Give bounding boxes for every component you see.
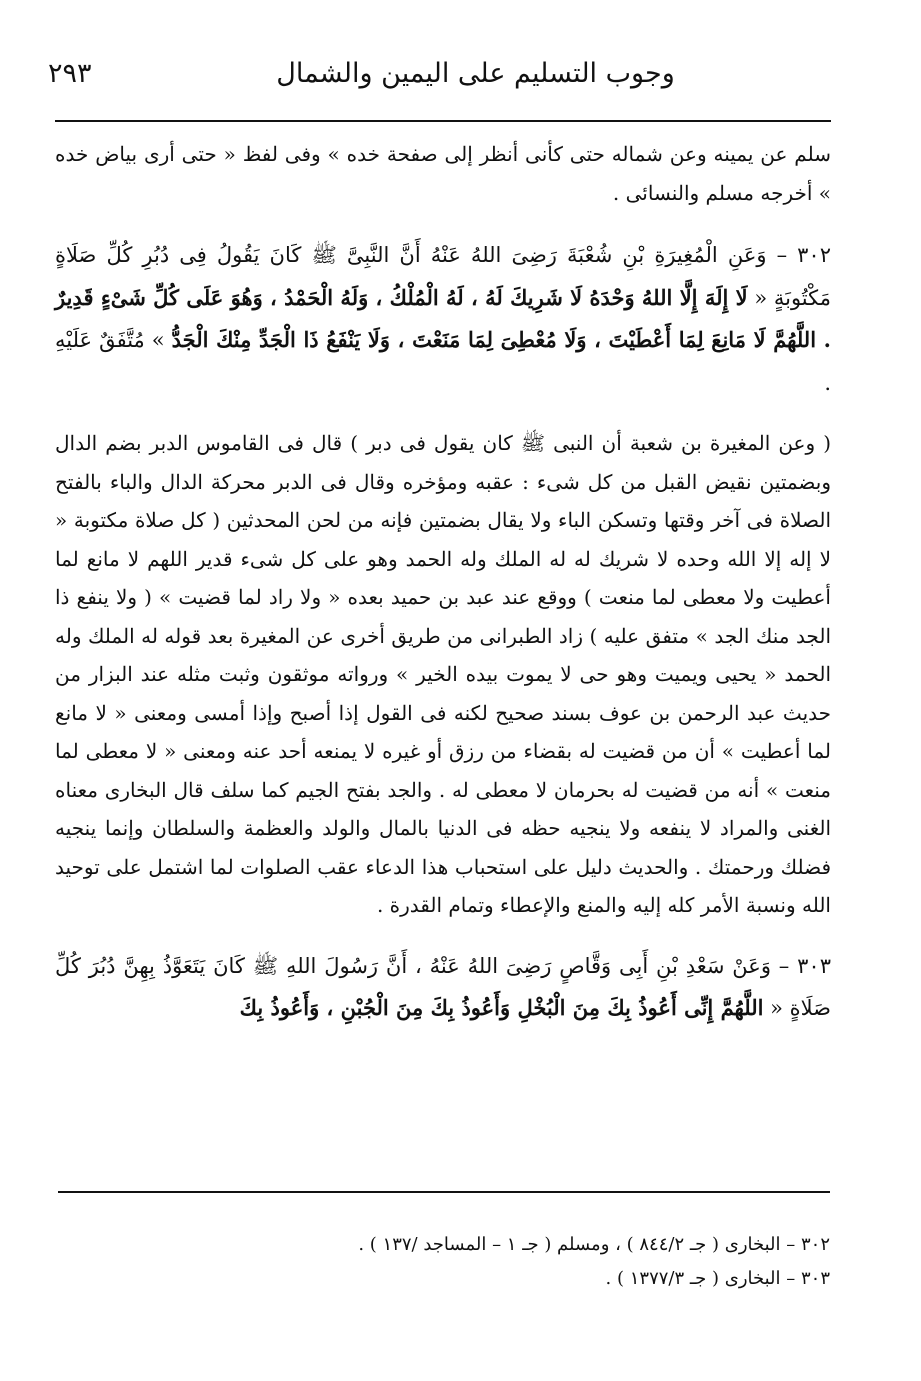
hadith-302-ending: » مُتَّفَقٌ عَلَيْهِ . bbox=[55, 328, 831, 395]
paragraph-spacer bbox=[55, 404, 831, 424]
continuation-paragraph: سلم عن يمينه وعن شماله حتى كأنى أنظر إلى صفحة خده » وفى لفظ « حتى أرى بياض خده » أخرجه مسلم والنسائى . bbox=[55, 142, 831, 205]
header-rule bbox=[55, 120, 831, 122]
paragraph-spacer bbox=[55, 212, 831, 234]
footnote-302: ٣٠٢ – البخارى ( جـ ٨٤٤/٢ ) ، ومسلم ( جـ ١ – المساجد /١٣٧ ) . bbox=[358, 1234, 830, 1255]
hadith-302-supplication: لَا إِلَهَ إِلَّا اللهُ وَحْدَهُ لَا شَرِيكَ لَهُ ، لَهُ الْمُلْكُ ، وَلَهُ الْحَمْدُ ، وَهُوَ عَلَى كُلِّ شَىْءٍ قَدِيرٌ . اللَّهُمَّ لَا مَانِعَ لِمَا أَعْطَيْتَ ، وَلَا مُعْطِىَ لِمَا مَنَعْتَ ، وَلَا يَنْفَعُ ذَا الْجَدِّ مِنْكَ الْجَدُّ bbox=[55, 284, 831, 352]
paragraph-spacer bbox=[55, 925, 831, 945]
commentary-302: ( وعن المغيرة بن شعبة أن النبى ﷺ كان يقول فى دبر ) قال فى القاموس الدبر بضم الدال وبضمتين نقيض القبل من كل شىء : عقبه ومؤخره وقال فى الدبر محركة الدال والباء بالفتح الصلاة فى آخر وقتها وتسكن الباء ولا يقال بضمتين فإنه من لحن المحدثين ( كل صلاة مكتوبة « لا إله إلا الله وحده لا شريك له له الملك وله الحمد وهو على كل شىء قدير اللهم لا مانع لما أعطيت ولا معطى لما منعت ) ووقع عند عبد بن حميد بعده « ولا راد لما قضيت » ( ولا ينفع ذا الجد منك الجد » متفق عليه ) زاد الطبرانى من طريق أخرى عن المغيرة بعد قوله له الملك وله الحمد « يحيى ويميت وهو حى لا يموت بيده الخير » ورواته موثقون وثبت مثله عند البزار من حديث عبد الرحمن بن عوف بسند صحيح لكنه فى القول إذا أصبح وإذا أمسى ومعنى « لا مانع لما أعطيت » أن من قضيت له بقضاء من رزق أو غيره لا يمنعه أحد عنه ومعنى « لا معطى لما منعت » أنه من قضيت له بحرمان لا معطى له . والجد بفتح الجيم كما سلف قال البخارى معناه الغنى والمراد لا ينفعه ولا ينجيه حظه فى الدنيا بالمال والولد والعظمة والسلطان وإنما ينجيه فضلك ورحمتك . والحديث دليل على استحباب هذا الدعاء عقب الصلوات لما اشتمل على توحيد الله ونسبة الأمر كله إليه والمنع والإعطاء وتمام القدرة . bbox=[55, 431, 831, 917]
hadith-302-intro: ٣٠٢ – وَعَنِ الْمُغِيرَةِ بْنِ شُعْبَةَ رَضِىَ اللهُ عَنْهُ أَنَّ النَّبِىَّ ﷺ كَانَ يَقُولُ فِى دُبُرِ كُلِّ صَلَاةٍ مَكْتُوبَةٍ « bbox=[55, 243, 831, 310]
page-header bbox=[40, 52, 851, 102]
hadith-302 bbox=[55, 234, 831, 404]
footnote-303: ٣٠٣ – البخارى ( جـ ١٣٧٧/٣ ) . bbox=[605, 1268, 830, 1289]
main-text bbox=[55, 135, 831, 1030]
footnotes bbox=[58, 1228, 830, 1296]
running-title: وجوب التسليم على اليمين والشمال bbox=[276, 58, 675, 89]
hadith-303 bbox=[55, 945, 831, 1030]
page-number: ٢٩٣ bbox=[48, 58, 92, 89]
hadith-303-intro: ٣٠٣ – وَعَنْ سَعْدِ بْنِ أَبِى وَقَّاصٍ رَضِىَ اللهُ عَنْهُ ، أَنَّ رَسُولَ اللهِ ﷺ كَانَ يَتَعَوَّذُ بِهِنَّ دُبُرَ كُلِّ صَلَاةٍ « bbox=[55, 953, 831, 1020]
hadith-303-supplication: اللَّهُمَّ إِنِّى أَعُوذُ بِكَ مِنَ الْبُخْلِ وَأَعُوذُ بِكَ مِنَ الْجُبْنِ ، وَأَعُوذُ بِكَ bbox=[239, 995, 764, 1020]
footnote-rule bbox=[58, 1191, 830, 1193]
